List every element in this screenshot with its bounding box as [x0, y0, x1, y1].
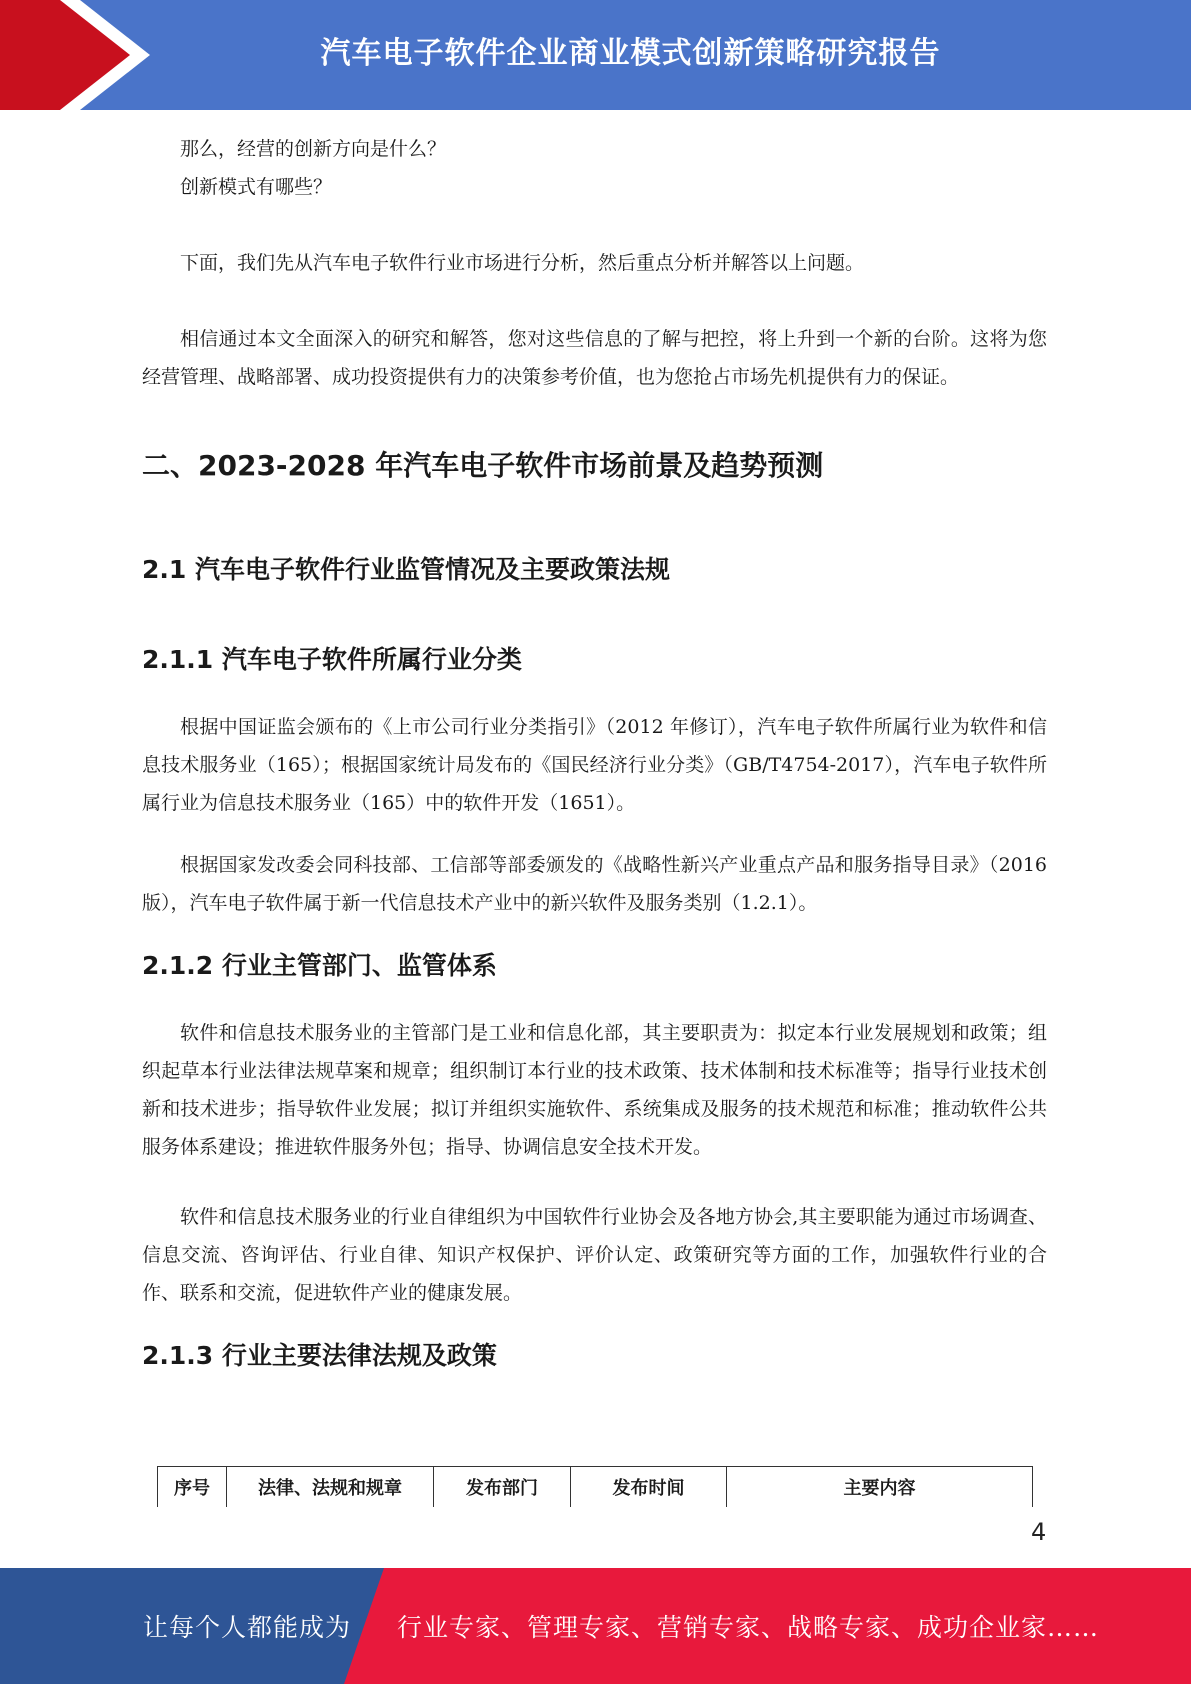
report-title: 汽车电子软件企业商业模式创新策略研究报告	[320, 36, 941, 71]
intro-question-1: 那么，经营的创新方向是什么？	[180, 138, 447, 160]
section-2-1-2-heading: 2.1.2 行业主管部门、监管体系	[142, 951, 497, 980]
intro-paragraph-2: 相信通过本文全面深入的研究和解答，您对这些信息的了解与把控，将上升到一个新的台阶。这将为您经营管理、战略部署、成功投资提供有力的决策参考价值，也为您抢占市场先机提供有力的保证。	[142, 328, 1047, 388]
section-2-1-1-paragraph-2: 根据国家发改委会同科技部、工信部等部委颁发的《战略性新兴产业重点产品和服务指导目录》（2016 版），汽车电子软件属于新一代信息技术产业中的新兴软件及服务类别（1.2.1）。	[142, 854, 1047, 914]
section-2-1-heading: 2.1 汽车电子软件行业监管情况及主要政策法规	[142, 555, 670, 584]
laws-table	[157, 1466, 1033, 1507]
intro-question-2: 创新模式有哪些？	[180, 176, 333, 198]
section-2-1-3-heading: 2.1.3 行业主要法律法规及政策	[142, 1341, 497, 1370]
section-2-1-2-paragraph-2: 软件和信息技术服务业的行业自律组织为中国软件行业协会及各地方协会,其主要职能为通过市场调查、信息交流、咨询评估、行业自律、知识产权保护、评价认定、政策研究等方面的工作，加强软件行业的合作、联系和交流，促进软件产业的健康发展。	[142, 1206, 1047, 1304]
table-header-cell: 发布部门	[434, 1467, 571, 1508]
page-header	[0, 0, 1191, 110]
table-header-cell: 主要内容	[727, 1467, 1033, 1508]
section-2-1-1-paragraph-1: 根据中国证监会颁布的《上市公司行业分类指引》（2012 年修订），汽车电子软件所属行业为软件和信息技术服务业（165）；根据国家统计局发布的《国民经济行业分类》（GB/T4754-2017），汽车电子软件所属行业为信息技术服务业（165）中的软件开发（1651）。	[142, 716, 1047, 814]
table-header-cell: 法律、法规和规章	[227, 1467, 434, 1508]
intro-paragraph-1: 下面，我们先从汽车电子软件行业市场进行分析，然后重点分析并解答以上问题。	[180, 252, 865, 274]
section-2-1-1-heading: 2.1.1 汽车电子软件所属行业分类	[142, 645, 522, 674]
section-2-heading: 二、2023-2028 年汽车电子软件市场前景及趋势预测	[142, 449, 824, 482]
footer-slogan-left: 让每个人都能成为	[143, 1613, 352, 1642]
page-number: 4	[1031, 1518, 1047, 1546]
section-2-1-2-paragraph-1: 软件和信息技术服务业的主管部门是工业和信息化部，其主要职责为：拟定本行业发展规划和政策；组织起草本行业法律法规草案和规章；组织制订本行业的技术政策、技术体制和技术标准等；指导行业技术创新和技术进步；指导软件业发展；拟订并组织实施软件、系统集成及服务的技术规范和标准；推动软件公共服务体系建设；推进软件服务外包；指导、协调信息安全技术开发。	[142, 1022, 1047, 1158]
table-header-cell: 发布时间	[571, 1467, 727, 1508]
main-content	[142, 130, 1047, 1372]
page-footer	[0, 1568, 1191, 1684]
table-header-cell: 序号	[158, 1467, 227, 1508]
table-header-row	[158, 1467, 1033, 1508]
footer-slogan-right: 行业专家、管理专家、营销专家、战略专家、成功企业家……	[397, 1613, 1100, 1642]
